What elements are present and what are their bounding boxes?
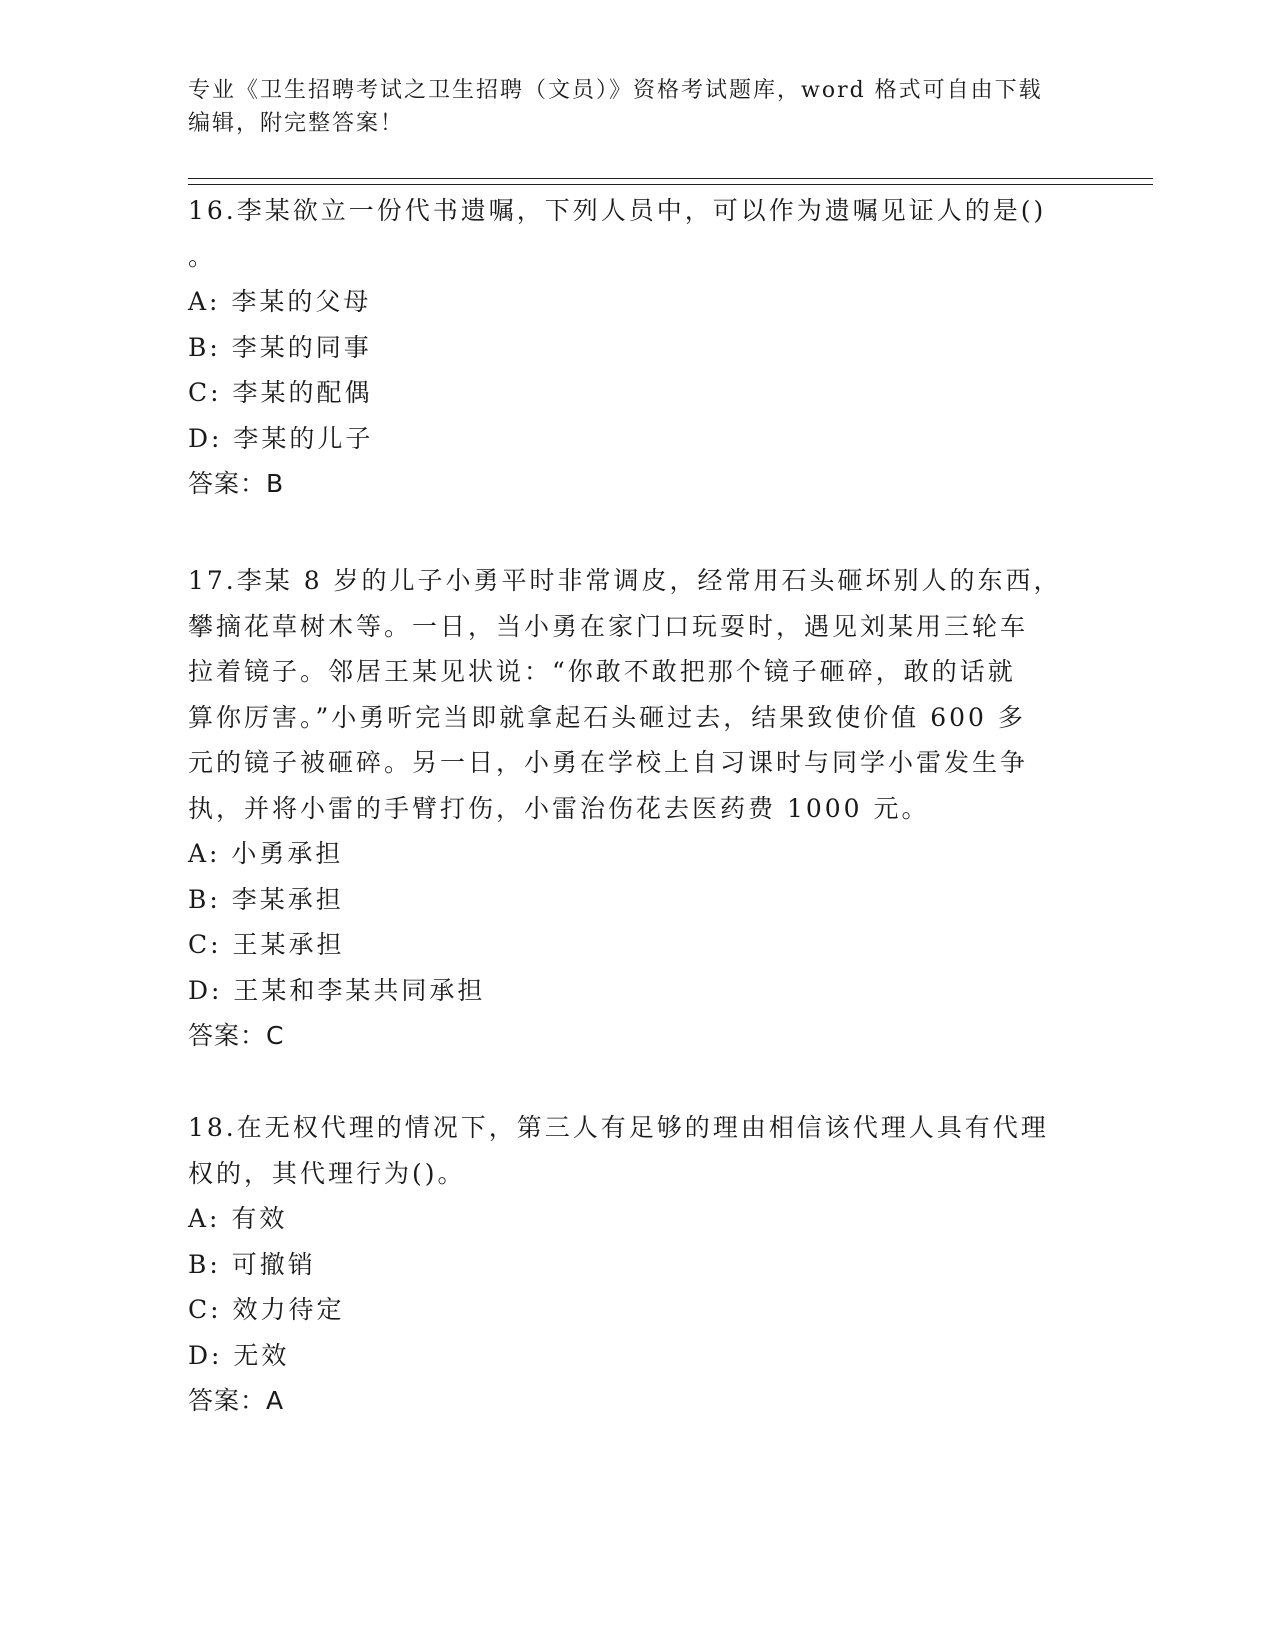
question-text-line: 执，并将小雷的手臂打伤，小雷治伤花去医药费 1000 元。 xyxy=(188,793,930,823)
question-text-line: 18.在无权代理的情况下，第三人有足够的理由相信该代理人具有代理 xyxy=(188,1113,1049,1142)
question-text-line: 。 xyxy=(188,241,217,271)
option-c: C: 王某承担 xyxy=(188,930,345,959)
question-text-line: 权的，其代理行为()。 xyxy=(188,1158,466,1188)
question-text-line: 16.李某欲立一份代书遗嘱，下列人员中，可以作为遗嘱见证人的是() xyxy=(188,196,1047,225)
header-divider-top xyxy=(188,178,1153,179)
option-d: D: 王某和李某共同承担 xyxy=(188,975,486,1005)
option-a: A: 小勇承担 xyxy=(188,839,344,868)
option-c: C: 李某的配偶 xyxy=(188,378,373,407)
option-a: A: 有效 xyxy=(188,1204,288,1233)
answer-label: 答案：B xyxy=(188,469,285,498)
option-d: D: 无效 xyxy=(188,1340,290,1370)
question-text xyxy=(188,558,1088,831)
question-17 xyxy=(188,558,1088,1059)
question-text-line: 拉着镜子。邻居王某见状说：“你敢不敢把那个镜子砸碎，敢的话就 xyxy=(188,657,1016,686)
header-line-1: 专业《卫生招聘考试之卫生招聘（文员）》资格考试题库，word 格式可自由下载 xyxy=(188,78,1043,103)
question-text xyxy=(188,188,1088,279)
question-text xyxy=(188,1105,1088,1196)
option-c: C: 效力待定 xyxy=(188,1295,345,1324)
question-18 xyxy=(188,1105,1088,1424)
option-d: D: 李某的儿子 xyxy=(188,423,374,453)
option-b: B: 李某的同事 xyxy=(188,332,372,362)
question-16 xyxy=(188,188,1088,507)
option-b: B: 李某承担 xyxy=(188,884,344,914)
option-b: B: 可撤销 xyxy=(188,1249,316,1279)
question-text-line: 元的镜子被砸碎。另一日，小勇在学校上自习课时与同学小雷发生争 xyxy=(188,748,1029,777)
option-a: A: 李某的父母 xyxy=(188,287,372,316)
document-header xyxy=(188,74,1068,140)
question-text-line: 算你厉害。”小勇听完当即就拿起石头砸过去，结果致使价值 600 多 xyxy=(188,702,1026,732)
header-line-2: 编辑，附完整答案！ xyxy=(188,111,405,136)
answer-label: 答案：A xyxy=(188,1386,285,1415)
answer-label: 答案：C xyxy=(188,1021,285,1050)
question-text-line: 攀摘花草树木等。一日，当小勇在家门口玩耍时，遇见刘某用三轮车 xyxy=(188,611,1029,641)
header-divider-bottom xyxy=(188,184,1153,185)
question-text-line: 17.李某 8 岁的儿子小勇平时非常调皮，经常用石头砸坏别人的东西， xyxy=(188,566,1062,595)
